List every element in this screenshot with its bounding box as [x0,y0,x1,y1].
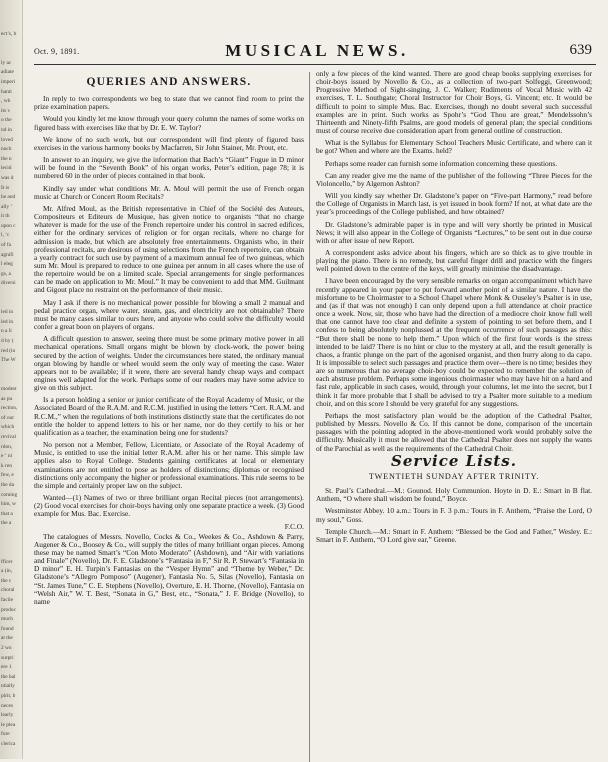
paragraph: Mr. Alfred Moul, as the British representative in Chief of the Société des Auteurs, Compositeurs et Editeurs de Musique, has given notice to organists “that no charge whatever is made for the use of the French repertoire under his control in sacred edifices, either for the ordinary services of religion or for organ recitals, where no charge for admission is made, but which are absolutely free entertainments. Organists who, in their professional recitals, are desirous of using selections from the French repertoire, can obtain a yearly contract for such use by payment of a maximum annual fee of two guineas, which sum Mr. Moul is prepared to reduce to one guinea per annum in all cases where the use of the repertoire would be on a limited scale. Special arrangements for single performances can be made on application to Mr. Moul.” It may be convenient to add that MM. Guilmant and Gigout place no restraint on the performance of their music. [34,203,304,295]
left-column [34,72,304,610]
paragraph: Kindly say under what conditions Mr. A. Moul will permit the use of French organ music at Church or Concert Room Recitals? [34,183,304,201]
paragraph: A correspondent asks advice about his fingers, which are so thick as to give trouble in playing the piano. There is no remedy, but careful finger drill and practice with the fingers well pointed down to the centre of the keys, will greatly minimise the disadvantage. [316,247,592,274]
paragraph: We know of no such work, but our correspondent will find plenty of figured bass exercises in the various harmony books by Macfarren, Sir John Stainer, Mr. Prout, etc. [34,134,304,152]
paragraph: only a few pieces of the kind wanted. There are good cheap books supplying exercises for choir-boys issued by Novello & Co., as a collection of two-part Solfeggi, Greenwood; Progressive Method of Sight-singing, J. C. Walker; Rudiments of Vocal Music with 42 exercises, T. L. Southgate; Choral Instructor for Choir Boys, G. Vincent; etc. It would be difficult to point to simple Mus. Bac. Exercises, though no doubt several such successful examples are in print. Such works as Spohr’s “God Thou are great,” Mendelssohn’s Thirteenth and Ninety-fifth Psalms, are good models of general plan; the special conditions must of course receive due consideration apart from general outline of construction. [316,69,592,136]
service-entry: St. Paul’s Cathedral.—M.: Gounod. Holy Communion. Hoyte in D. E.: Smart in B flat. Anthem, “O where shall wisdom be found,” Boyce. [316,486,592,504]
column-divider [309,72,310,762]
paragraph: In answer to an inquiry, we give the information that Bach’s “Giant” Fugue in D minor will be found in the “Seventh Book” of his organ works, Peter’s edition, page 78; it is numbered 60 in the order of pieces contained in that book. [34,155,304,181]
section-title: QUERIES AND ANSWERS. [86,76,252,88]
paragraph: I have been encouraged by the very sensible remarks on organ accompaniment which have recently appeared in your paper to put forward another point of a similar nature. I have the misfortune to be Choirmaster to a School Chapel where Monk & Ouseley’s Psalter is in use, and (as if that was not enough) I can only depend upon a full attendance at choir practice once a week. Now, sir, those who have had the direction of a mediocre choir know full well that one cannot have too clear and definite a system of pointing to set before them, and I confess to being absolutely nonplussed at the frequent occurrence of such passages as this: “But there shall be none to help them.” Upon which of the first four words is the stress intended to be laid? There is no hint or clue to the mystery at all, and the result generally is chaos, a frantic plunge on the part of the agonised organist, and then hurry along to da capo. It is impossible to select such passages and practice them over—there is no time; besides they are so numerous that no average choir-boy could be expected to remember the solution of each abstruse problem. Perhaps some ingenious choirmaster who may have hit on a hard and fast rule, applicable in such cases, would, through your columns, let me into the secret, but I think it far more probable that I shall be advised to try a Psalter more suitable to a medium choir, and on this score I should be very grateful for any suggestions. [316,276,592,408]
paragraph: A difficult question to answer, seeing there must be some primary motive power in all mechanical operations. Small organs might be blown by clock-work, the power being secured by the action of weights. Under the circumstances here stated, the ordinary manual organ blowing by handle or wheel would seem the only way of meeting the case. Water appears not to be available; if it were, there are several handy cheap ways and compact engines well adapted for the work. Perhaps some of our readers may have some advice to give on this subject. [34,334,304,393]
paragraph: May I ask if there is no mechanical power possible for blowing a small 2 manual and pedal practice organ, where water, steam, gas, and electricity are not obtainable? There must be many cases similar to ours here, and anyone who could solve the difficulty would confer a great boon on players of organs. [34,297,304,332]
service-entry: Westminster Abbey. 10 a.m.: Tours in F. 3 p.m.: Tours in F. Anthem, “Praise the Lord, O my soul,” Goss. [316,506,592,524]
page-header [34,40,600,62]
paragraph: What is the Syllabus for Elementary School Teachers Music Certificate, and where can it be got? When and where are the Exams. held? [316,138,592,156]
header-rule [34,64,596,65]
page-number: 639 [569,42,592,58]
service-lists-title: Service Lists. [391,451,517,470]
paragraph: Wanted—(1) Names of two or three brilliant organ Recital pieces (not arrangements). (2) Good vocal exercises for choir-boys having only one separate practice a week. (3) Good example for Mus. Bac. Exercise. [34,493,304,519]
paragraph: The catalogues of Messrs. Novello, Cocks & Co., Weekes & Co., Ashdown & Parry, Augener & Co., Boosey & Co., will supply the titles of many brilliant organ pieces. Among these may be named Smart’s “Con Moto Moderato” (Ashdown), and “Air with variations and Finale” (Novello), Dr. F. E. Gladstone’s “Fantasia in F,” Sir R. P. Stewart’s “Fantasia in D minor” E. H. Turpin’s Fantasias on the “Vesper Hymn” and “Theme by Weber,” Dr. Gladstone’s “Allegro Pomposo” (Augener), Fantasia No. 5, Silas (Novello), Fantasia on “St. James Tune,” C. E. Stephens (Novello), Overture, E. H. Thorne, (Novello), Fantasia on “Welsh Air,” W. T. Best, “Sonata in G,” Best, etc., “Sonata,” J. F. Bridge (Novello), to name [34,531,304,606]
masthead-title: MUSICAL NEWS. [225,41,409,60]
paragraph: Would you kindly let me know through your query column the names of some works on figured bass with exercises like that by Dr. E. W. Taylor? [34,114,304,132]
right-column [316,70,592,548]
paragraph: Perhaps some reader can furnish some information concerning these questions. [325,158,558,168]
paragraph: Will you kindly say whether Dr. Gladstone’s paper on “Five-part Harmony,” read before the College of Organists in March last, is yet issued in book form? If not, at what date are the year’s proceedings of the College published, and how obtained? [316,191,592,217]
paragraph: Can any reader give me the name of the publisher of the following “Three Pieces for the Violoncello,” by Algernon Ashton? [316,170,592,188]
binding-gutter [0,0,23,759]
service-entry: Temple Church.—M.: Smart in F. Anthem: “Blessed be the God and Father,” Wesley. E.: Smart in F. Anthem, “O Lord give ear,” Greene. [316,526,592,544]
signature: F.C.O. [284,521,304,531]
paragraph: Dr. Gladstone’s admirable paper is in type and will very shortly be printed in Musical News; it will also appear in the College of Organists “Lectures,” to be sent out in due course with or after issue of new Report. [316,219,592,245]
paragraph: In reply to two correspondents we beg to state that we cannot find room to print the prize examination papers. [34,94,304,112]
service-lists-subtitle: TWENTIETH SUNDAY AFTER TRINITY. [368,471,540,481]
paragraph: Is a person holding a senior or junior certificate of the Royal Academy of Music, or the Associated Board of the R.A.M. and R.C.M. justified in using the letters “Cert. R.A.M. and R.C.M.,” when the regulations of both institutions distinctly state that the certificates do not entitle the holder to append letters to his or her name, nor do they certify to his or her qualification as a teacher, the examination being one for students? [34,395,304,437]
issue-date: Oct. 9, 1891. [34,47,80,56]
adjacent-page-fragments: ect’s, b ly ac adiate imperi hanti , wh its v o the nd in loved nuch the n lecid was d It is he and ally ’ it th upon c l, ‘c of fa agnifi l eleg gs, a diversi led in led in n a li d by ( red (in The W modest as pu rection, of our which revival rdon, e ‘ ni k ren few, e the da coming him, w that a the a fficer a (in, the c choral facile produc much found at the 2 wn surpri ere 1 the bal ntially pirit, b neces learly le plea fore clerica [1,31,18,747]
paragraph: No person not a Member, Fellow, Licentiate, or Associate of the Royal Academy of Music, is entitled to use the initial letter R.A.M. after his or her name. This simple law applies also to Royal College. Students gaining certificates at local or elementary examinations are not entitled to pose as holders of distinctions; diplomas or recognised distinctions only accompany the higher or professional examinations. This rule seems to be the simple and certainly proper law on the subject. [34,440,304,490]
paragraph: Perhaps the most satisfactory plan would be the adoption of the Cathedral Psalter, published by Messrs. Novello & Co. If this cannot be done, comparison of the uncertain passages with the pointing adopted in the above-mentioned work would probably solve the difficulty. Musically it must be allowed that the Cathedral Psalter does not supply the wants of the Parochial as well as the requirements of the Cathedral Choir. [316,410,592,453]
